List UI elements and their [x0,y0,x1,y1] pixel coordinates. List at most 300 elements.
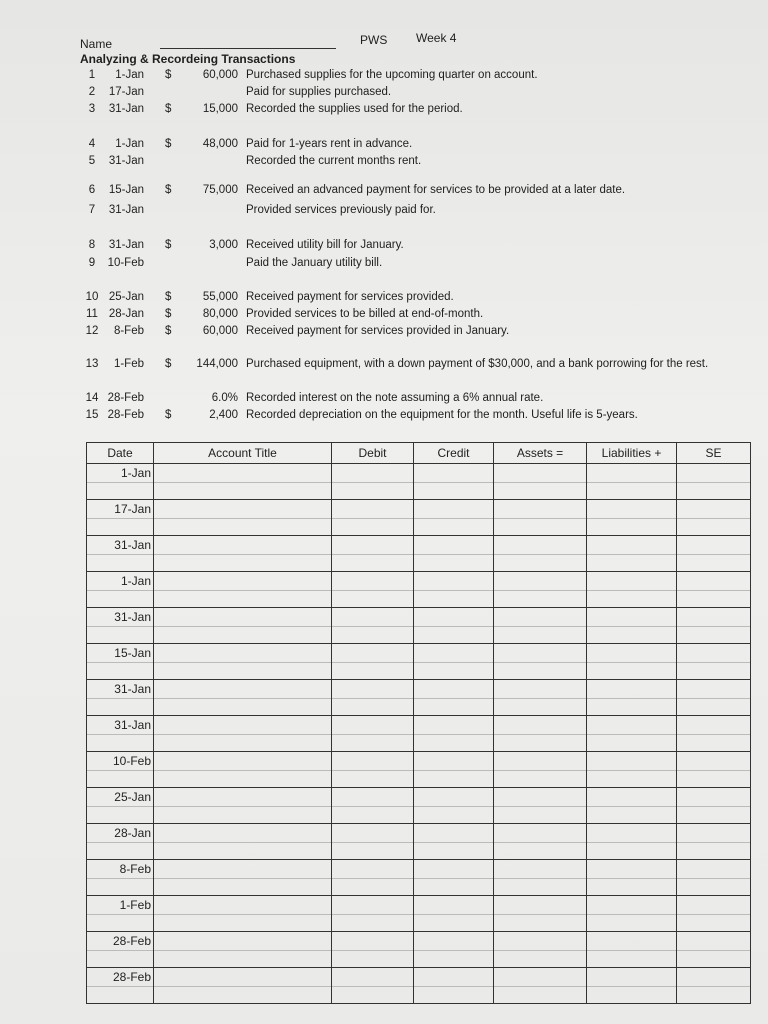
entry-cell[interactable] [494,572,587,591]
date-cell [87,627,154,644]
entry-cell[interactable] [677,788,751,807]
entry-cell[interactable] [587,915,677,932]
entry-cell[interactable] [677,608,751,627]
entry-cell[interactable] [154,572,332,591]
entry-cell[interactable] [332,788,414,807]
transaction-description: Recorded the supplies used for the period. [246,103,463,115]
entry-cell[interactable] [332,608,414,627]
table-row [87,464,751,483]
transaction-dollar-sign: $ [165,184,172,196]
transaction-amount: 2,400 [209,409,238,421]
date-cell [87,932,154,951]
date-cell [87,483,154,500]
entry-cell[interactable] [587,591,677,608]
entry-cell[interactable] [587,500,677,519]
date-cell [87,951,154,968]
table-row [87,519,751,536]
transaction-date: 17-Jan [108,86,144,98]
entry-date: 10-Feb [112,754,151,768]
date-header: Date [87,443,154,464]
transaction-number: 12 [85,325,99,337]
entry-cell[interactable] [677,536,751,555]
entry-cell[interactable] [494,519,587,536]
entry-cell[interactable] [677,500,751,519]
entry-cell[interactable] [414,627,494,644]
account-title-header: Account Title [154,443,332,464]
entry-date: 8-Feb [119,862,151,876]
transaction-number: 15 [85,409,99,421]
entry-cell[interactable] [332,896,414,915]
entry-cell[interactable] [154,752,332,771]
entry-cell[interactable] [154,860,332,879]
date-cell [87,987,154,1004]
entry-cell[interactable] [414,932,494,951]
date-cell [87,771,154,788]
table-row [87,951,751,968]
entry-date: 28-Feb [112,970,151,984]
entry-cell[interactable] [677,951,751,968]
entry-cell[interactable] [154,807,332,824]
entry-cell[interactable] [587,896,677,915]
entry-cell[interactable] [494,824,587,843]
entry-cell[interactable] [332,644,414,663]
entry-cell[interactable] [677,932,751,951]
entry-cell[interactable] [154,824,332,843]
entry-cell[interactable] [494,951,587,968]
entry-cell[interactable] [332,591,414,608]
transaction-description: Purchased supplies for the upcoming quarter on account. [246,69,538,81]
entry-cell[interactable] [414,536,494,555]
entry-cell[interactable] [332,915,414,932]
entry-cell[interactable] [414,663,494,680]
entry-cell[interactable] [677,824,751,843]
entry-cell[interactable] [332,987,414,1004]
entry-cell[interactable] [494,843,587,860]
table-row [87,860,751,879]
entry-cell[interactable] [677,555,751,572]
transaction-description: Paid for 1-years rent in advance. [246,138,413,150]
table-row [87,716,751,735]
transaction-description: Received payment for services provided in January. [246,325,510,337]
entry-date: 17-Jan [114,502,151,516]
transaction-date: 10-Feb [107,257,144,269]
entry-cell[interactable] [414,915,494,932]
transaction-date: 31-Jan [108,103,144,115]
transaction-number: 6 [88,184,96,196]
entry-cell[interactable] [154,555,332,572]
entry-cell[interactable] [154,519,332,536]
entry-date: 31-Jan [114,538,151,552]
entry-cell[interactable] [332,752,414,771]
entry-cell[interactable] [154,932,332,951]
entry-cell[interactable] [494,932,587,951]
date-cell [87,968,154,987]
worksheet-title: Analyzing & Recordeing Transactions [80,52,296,66]
date-cell [87,788,154,807]
entry-cell[interactable] [332,968,414,987]
entry-cell[interactable] [494,860,587,879]
entry-cell[interactable] [332,680,414,699]
table-row [87,735,751,752]
entry-cell[interactable] [587,843,677,860]
entry-cell[interactable] [494,644,587,663]
transaction-date: 31-Jan [108,204,144,216]
entry-cell[interactable] [587,824,677,843]
entry-cell[interactable] [154,500,332,519]
entry-cell[interactable] [332,932,414,951]
transaction-number: 10 [85,291,99,303]
entry-cell[interactable] [332,464,414,483]
entry-cell[interactable] [587,680,677,699]
se-header: SE [677,443,751,464]
week-label: Week 4 [416,31,457,45]
entry-cell[interactable] [414,771,494,788]
entry-cell[interactable] [587,807,677,824]
entry-cell[interactable] [587,699,677,716]
entry-cell[interactable] [154,716,332,735]
table-row [87,680,751,699]
entry-cell[interactable] [587,987,677,1004]
entry-cell[interactable] [587,644,677,663]
entry-cell[interactable] [154,843,332,860]
transaction-description: Provided services to be billed at end-of-month. [246,308,484,320]
entry-cell[interactable] [332,807,414,824]
table-row [87,483,751,500]
entry-cell[interactable] [154,483,332,500]
journal-table [86,442,751,1004]
date-cell [87,500,154,519]
entry-cell[interactable] [494,536,587,555]
transaction-dollar-sign: $ [165,239,172,251]
transaction-dollar-sign: $ [165,138,172,150]
date-cell [87,735,154,752]
liabilities-header: Liabilities + [587,443,677,464]
entry-cell[interactable] [494,591,587,608]
table-row [87,644,751,663]
date-cell [87,591,154,608]
transaction-description: Received utility bill for January. [246,239,404,251]
date-cell [87,896,154,915]
entry-cell[interactable] [587,860,677,879]
entry-cell[interactable] [154,771,332,788]
entry-cell[interactable] [154,536,332,555]
transaction-date: 31-Jan [108,239,144,251]
entry-cell[interactable] [414,788,494,807]
date-cell [87,879,154,896]
entry-cell[interactable] [154,951,332,968]
entry-cell[interactable] [494,483,587,500]
transaction-dollar-sign: $ [165,103,172,115]
entry-cell[interactable] [414,716,494,735]
entry-cell[interactable] [677,644,751,663]
entry-cell[interactable] [414,752,494,771]
entry-cell[interactable] [154,680,332,699]
table-row [87,915,751,932]
transaction-number: 4 [88,138,96,150]
entry-cell[interactable] [587,464,677,483]
entry-cell[interactable] [414,987,494,1004]
entry-cell[interactable] [494,788,587,807]
entry-cell[interactable] [677,663,751,680]
entry-cell[interactable] [332,716,414,735]
entry-cell[interactable] [494,735,587,752]
entry-cell[interactable] [332,663,414,680]
transaction-amount: 15,000 [202,103,238,115]
entry-cell[interactable] [332,735,414,752]
transaction-date: 28-Feb [107,409,144,421]
entry-cell[interactable] [677,896,751,915]
transaction-date: 1-Jan [115,69,144,81]
entry-cell[interactable] [587,788,677,807]
date-cell [87,680,154,699]
entry-cell[interactable] [494,699,587,716]
entry-cell[interactable] [494,464,587,483]
entry-cell[interactable] [677,627,751,644]
entry-cell[interactable] [332,519,414,536]
entry-cell[interactable] [414,735,494,752]
entry-cell[interactable] [332,951,414,968]
entry-cell[interactable] [414,483,494,500]
table-row [87,752,751,771]
entry-cell[interactable] [587,627,677,644]
entry-cell[interactable] [587,968,677,987]
entry-cell[interactable] [494,896,587,915]
entry-cell[interactable] [587,735,677,752]
table-row [87,879,751,896]
transaction-amount: 60,000 [202,69,238,81]
entry-cell[interactable] [154,591,332,608]
entry-cell[interactable] [677,716,751,735]
entry-cell[interactable] [332,771,414,788]
entry-cell[interactable] [332,843,414,860]
entry-cell[interactable] [154,788,332,807]
entry-date: 25-Jan [114,790,151,804]
name-label: Name [80,37,113,51]
entry-cell[interactable] [677,464,751,483]
entry-cell[interactable] [414,591,494,608]
date-cell [87,608,154,627]
entry-cell[interactable] [414,699,494,716]
table-row [87,987,751,1004]
entry-cell[interactable] [494,752,587,771]
credit-header: Credit [414,443,494,464]
assets-header: Assets = [494,443,587,464]
entry-cell[interactable] [587,555,677,572]
entry-cell[interactable] [494,500,587,519]
entry-cell[interactable] [494,555,587,572]
date-cell [87,536,154,555]
debit-header: Debit [332,443,414,464]
entry-cell[interactable] [587,536,677,555]
entry-cell[interactable] [677,735,751,752]
entry-cell[interactable] [494,680,587,699]
entry-cell[interactable] [587,519,677,536]
entry-cell[interactable] [494,627,587,644]
entry-cell[interactable] [677,752,751,771]
date-cell [87,752,154,771]
entry-cell[interactable] [154,896,332,915]
transaction-date: 8-Feb [113,325,144,337]
entry-cell[interactable] [494,716,587,735]
table-row [87,788,751,807]
entry-cell[interactable] [154,663,332,680]
name-line [160,48,336,49]
entry-cell[interactable] [677,968,751,987]
entry-cell[interactable] [677,591,751,608]
entry-cell[interactable] [677,879,751,896]
entry-cell[interactable] [677,519,751,536]
entry-cell[interactable] [587,663,677,680]
entry-cell[interactable] [154,644,332,663]
entry-cell[interactable] [414,807,494,824]
entry-cell[interactable] [414,572,494,591]
entry-cell[interactable] [332,483,414,500]
transaction-description: Recorded the current months rent. [246,155,422,167]
entry-cell[interactable] [677,699,751,716]
entry-date: 1-Jan [120,466,151,480]
entry-cell[interactable] [414,860,494,879]
transaction-date: 1-Feb [113,358,144,370]
entry-cell[interactable] [494,663,587,680]
entry-cell[interactable] [414,555,494,572]
table-header-row [87,443,751,464]
transaction-description: Recorded interest on the note assuming a 6% annual rate. [246,392,544,404]
entry-cell[interactable] [332,699,414,716]
entry-cell[interactable] [587,572,677,591]
entry-cell[interactable] [587,608,677,627]
table-row [87,896,751,915]
transaction-number: 11 [86,308,98,320]
table-row [87,824,751,843]
entry-cell[interactable] [494,987,587,1004]
entry-cell[interactable] [414,968,494,987]
transaction-dollar-sign: $ [165,409,172,421]
date-cell [87,915,154,932]
entry-cell[interactable] [414,843,494,860]
transaction-number: 3 [88,103,96,115]
entry-cell[interactable] [154,735,332,752]
table-row [87,555,751,572]
entry-cell[interactable] [414,464,494,483]
entry-date: 28-Feb [112,934,151,948]
entry-cell[interactable] [494,771,587,788]
entry-cell[interactable] [414,824,494,843]
entry-cell[interactable] [677,860,751,879]
entry-cell[interactable] [494,807,587,824]
table-row [87,771,751,788]
entry-date: 15-Jan [114,646,151,660]
entry-cell[interactable] [154,968,332,987]
entry-date: 31-Jan [114,682,151,696]
transaction-amount: 48,000 [202,138,238,150]
entry-cell[interactable] [587,483,677,500]
entry-cell[interactable] [154,987,332,1004]
transaction-date: 25-Jan [108,291,144,303]
entry-cell[interactable] [154,879,332,896]
table-row [87,627,751,644]
entry-cell[interactable] [414,644,494,663]
transaction-amount: 144,000 [196,358,238,370]
entry-cell[interactable] [154,915,332,932]
entry-cell[interactable] [677,771,751,788]
entry-date: 1-Feb [119,898,151,912]
entry-cell[interactable] [154,627,332,644]
transaction-amount: 55,000 [202,291,238,303]
transaction-number: 8 [88,239,96,251]
table-row [87,968,751,987]
entry-cell[interactable] [332,572,414,591]
entry-cell[interactable] [587,951,677,968]
entry-date: 31-Jan [114,718,151,732]
date-cell [87,644,154,663]
entry-cell[interactable] [587,932,677,951]
entry-date: 31-Jan [114,610,151,624]
entry-cell[interactable] [677,483,751,500]
entry-cell[interactable] [414,896,494,915]
entry-cell[interactable] [677,843,751,860]
entry-cell[interactable] [332,879,414,896]
transaction-dollar-sign: $ [165,291,172,303]
transaction-date: 28-Jan [108,308,144,320]
entry-cell[interactable] [332,860,414,879]
transaction-description: Recorded depreciation on the equipment for the month. Useful life is 5-years. [246,409,638,421]
transaction-description: Purchased equipment, with a down payment of $30,000, and a bank porrowing for the rest. [246,358,709,370]
entry-cell[interactable] [414,879,494,896]
transaction-description: Paid for supplies purchased. [246,86,392,98]
entry-date: 28-Jan [114,826,151,840]
entry-cell[interactable] [494,968,587,987]
transaction-date: 31-Jan [108,155,144,167]
entry-cell[interactable] [154,699,332,716]
entry-cell[interactable] [587,879,677,896]
entry-cell[interactable] [414,608,494,627]
entry-cell[interactable] [587,771,677,788]
transaction-date: 28-Feb [107,392,144,404]
entry-cell[interactable] [587,716,677,735]
table-row [87,699,751,716]
entry-cell[interactable] [332,500,414,519]
date-cell [87,663,154,680]
entry-cell[interactable] [332,555,414,572]
transaction-date: 1-Jan [115,138,144,150]
entry-cell[interactable] [414,951,494,968]
entry-cell[interactable] [494,915,587,932]
entry-cell[interactable] [414,519,494,536]
entry-cell[interactable] [494,608,587,627]
entry-cell[interactable] [494,879,587,896]
table-row [87,500,751,519]
transaction-number: 13 [85,358,99,370]
transaction-number: 14 [85,392,99,404]
date-cell [87,555,154,572]
entry-cell[interactable] [154,608,332,627]
entry-cell[interactable] [414,680,494,699]
table-row [87,608,751,627]
entry-cell[interactable] [677,680,751,699]
entry-cell[interactable] [677,987,751,1004]
entry-cell[interactable] [414,500,494,519]
pws-label: PWS [360,33,388,47]
entry-cell[interactable] [154,464,332,483]
entry-cell[interactable] [332,536,414,555]
entry-cell[interactable] [587,752,677,771]
entry-cell[interactable] [677,915,751,932]
transaction-number: 2 [88,86,96,98]
entry-cell[interactable] [677,807,751,824]
entry-cell[interactable] [332,824,414,843]
entry-cell[interactable] [332,627,414,644]
entry-cell[interactable] [677,572,751,591]
